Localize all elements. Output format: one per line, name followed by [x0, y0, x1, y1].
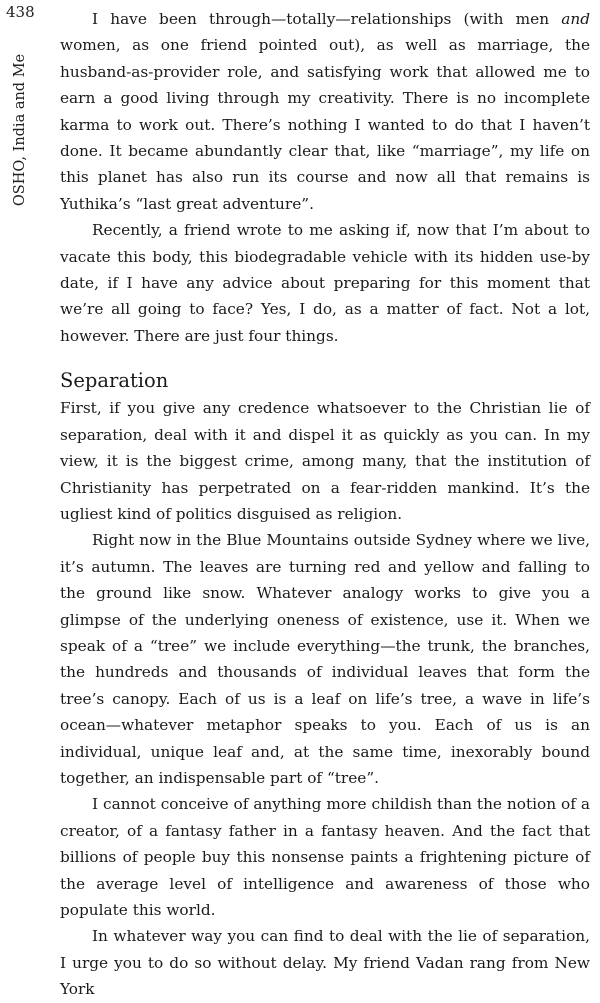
paragraph: Recently, a friend wrote to me asking if, now that I’m about to vacate this body, this biodegradable vehicle with its hidden use-by date, if I have any advice about preparing for this moment that we’re all going to face? Yes, I do, as a matter of fact. Not a lot, however. There are just four things.	[60, 221, 590, 345]
text-body	[60, 6, 590, 1003]
paragraph-text: women, as one friend pointed out), as well as marriage, the husband-as-provider role, and satisfying work that allowed me to earn a good living through my creativity. There is no incomplete karma to work out. There’s nothing I wanted to do that I haven’t done. It became abundantly clear that, like “marriage”, my life on this planet has also run its course and now all that remains is Yuthika’s “last great adventure”.	[60, 36, 590, 213]
running-head-text: OSHO, India and Me	[12, 53, 29, 207]
paragraph: In whatever way you can find to deal with the lie of separation, I urge you to do so without delay. My friend Vadan rang from New York	[60, 927, 590, 999]
section-heading: Separation	[60, 369, 169, 393]
paragraph: First, if you give any credence whatsoever to the Christian lie of separation, deal with it and dispel it as quickly as you can. In my view, it is the biggest crime, among many, that the institution of Christianity has perpetrated on a fear-ridden mankind. It’s the ugliest kind of politics disguised as religion.	[60, 399, 590, 523]
paragraph	[60, 6, 590, 217]
paragraph: Right now in the Blue Mountains outside Sydney where we live, it’s autumn. The leaves are turning red and yellow and falling to the ground like snow. Whatever analogy works to give you a glimpse of the underlying oneness of existence, use it. When we speak of a “tree” we include everything—the trunk, the branches, the hundreds and thousands of individual leaves that form the tree’s canopy. Each of us is a leaf on life’s tree, a wave in life’s ocean—whatever metaphor speaks to you. Each of us is an individual, unique leaf and, at the same time, inexorably bound together, an indispensable part of “tree”.	[60, 531, 590, 787]
running-head	[8, 30, 32, 230]
emphasis-text: and	[561, 10, 590, 28]
paragraph-text: I have been through—totally—relationships (with men	[92, 10, 562, 28]
page-number: 438	[6, 3, 35, 21]
paragraph: I cannot conceive of anything more childish than the notion of a creator, of a fantasy father in a fantasy heaven. And the fact that billions of people buy this nonsense paints a frightening picture of the average level of intelligence and awareness of those who populate this world.	[60, 795, 590, 919]
